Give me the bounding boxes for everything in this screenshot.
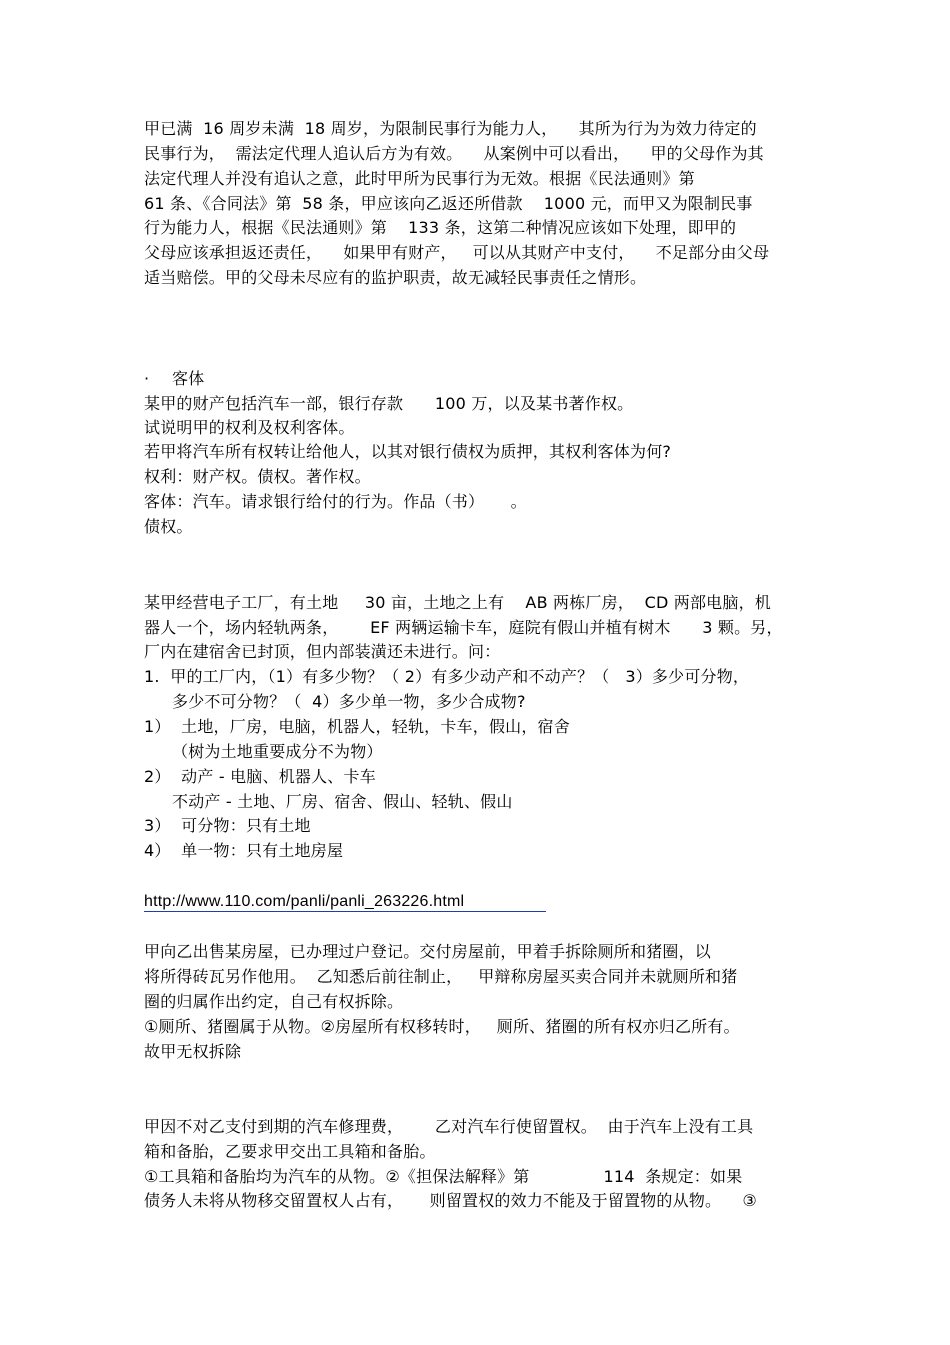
answer-line: 不动产 - 土地、厂房、宿舍、假山、轻轨、假山 <box>172 792 513 811</box>
paragraph-line: 61 条、《合同法》第 58 条，甲应该向乙返还所借款 1000 元，而甲又为限制民事 <box>144 194 753 213</box>
paragraph-line: 厂内在建宿舍已封顶，但内部装潢还未进行。问： <box>144 642 501 661</box>
source-link[interactable]: http://www.110.com/panli/panli_263226.html <box>144 893 465 910</box>
answer-line: 1） 土地，厂房，电脑，机器人，轻轨，卡车，假山，宿舍 <box>144 717 570 736</box>
paragraph-line: 圈的归属作出约定，自己有权拆除。 <box>144 992 404 1011</box>
paragraph-line: 民事行为， 需法定代理人追认后方为有效。 从案例中可以看出， 甲的父母作为其 <box>144 144 764 163</box>
answer-line: 4） 单一物：只有土地房屋 <box>144 841 344 860</box>
paragraph-line: 若甲将汽车所有权转让给他人，以其对银行债权为质押，其权利客体为何? <box>144 442 672 461</box>
paragraph-line: 父母应该承担返还责任， 如果甲有财产， 可以从其财产中支付， 不足部分由父母 <box>144 243 770 262</box>
paragraph-line: 债权。 <box>144 517 193 536</box>
paragraph-line: 箱和备胎，乙要求甲交出工具箱和备胎。 <box>144 1142 436 1161</box>
paragraph-line: ①厕所、猪圈属于从物。②房屋所有权移转时， 厕所、猪圈的所有权亦归乙所有。 <box>144 1017 740 1036</box>
question-line: 1. 甲的工厂内，（1）有多少物？（ 2）有多少动产和不动产？（ 3）多少可分物， <box>144 667 750 686</box>
question-line: 多少不可分物？（ 4）多少单一物，多少合成物? <box>172 692 526 711</box>
bullet-marker: · <box>144 369 150 388</box>
paragraph-line: 故甲无权拆除 <box>144 1042 242 1061</box>
paragraph-line: 法定代理人并没有追认之意，此时甲所为民事行为无效。根据《民法通则》第 <box>144 169 695 188</box>
paragraph-line: 某甲经营电子工厂，有土地 30 亩，土地之上有 AB 两栋厂房， CD 两部电脑，机 <box>144 593 771 612</box>
paragraph-line: 债务人未将从物移交留置权人占有， 则留置权的效力不能及于留置物的从物。 ③ <box>144 1191 757 1210</box>
paragraph-line: 某甲的财产包括汽车一部，银行存款 100 万，以及某书著作权。 <box>144 394 634 413</box>
answer-line: 3） 可分物：只有土地 <box>144 816 311 835</box>
paragraph-line: 甲向乙出售某房屋，已办理过户登记。交付房屋前，甲着手拆除厕所和猪圈，以 <box>144 942 712 961</box>
paragraph-line: 将所得砖瓦另作他用。 乙知悉后前往制止， 甲辩称房屋买卖合同并未就厕所和猪 <box>144 967 738 986</box>
answer-note: （树为土地重要成分不为物） <box>172 742 383 761</box>
paragraph-line: 权利：财产权。债权。著作权。 <box>144 467 371 486</box>
paragraph-line: 器人一个，场内轻轨两条， EF 两辆运输卡车，庭院有假山并植有树木 3 颗。另， <box>144 618 783 637</box>
paragraph-line: 适当赔偿。甲的父母未尽应有的监护职责，故无减轻民事责任之情形。 <box>144 268 647 287</box>
link-underline <box>144 911 546 912</box>
paragraph-line: 甲已满 16 周岁未满 18 周岁，为限制民事行为能力人， 其所为行为为效力待定的 <box>144 119 757 138</box>
paragraph-line: 行为能力人，根据《民法通则》第 133 条，这第二种情况应该如下处理，即甲的 <box>144 218 737 237</box>
paragraph-line: 甲因不对乙支付到期的汽车修理费， 乙对汽车行使留置权。 由于汽车上没有工具 <box>144 1117 754 1136</box>
paragraph-line: 客体：汽车。请求银行给付的行为。作品（书） 。 <box>144 492 527 511</box>
section-heading: 客体 <box>172 369 205 388</box>
paragraph-line: 试说明甲的权利及权利客体。 <box>144 418 355 437</box>
paragraph-line: ①工具箱和备胎均为汽车的从物。②《担保法解释》第 114 条规定：如果 <box>144 1167 743 1186</box>
answer-line: 2） 动产 - 电脑、机器人、卡车 <box>144 767 376 786</box>
